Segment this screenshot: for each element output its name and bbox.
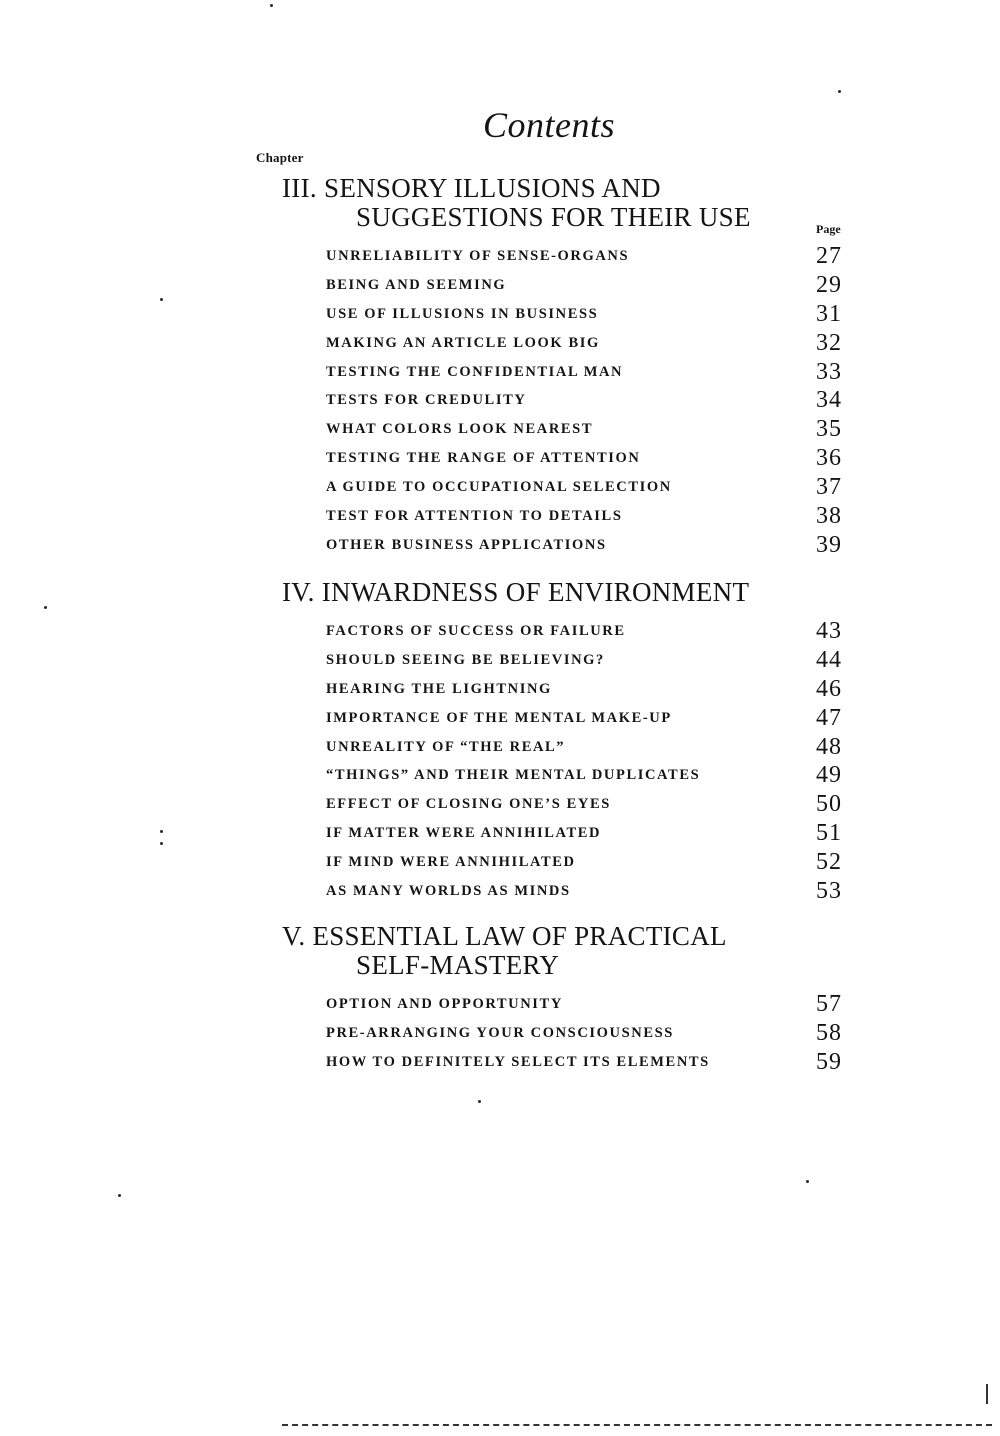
toc-entry[interactable] <box>282 243 842 277</box>
entry-title: FACTORS OF SUCCESS OR FAILURE <box>326 623 626 639</box>
entry-page-number: 46 <box>816 675 842 702</box>
print-speck <box>270 4 273 7</box>
entry-page-number: 33 <box>816 358 842 385</box>
chapter-v <box>282 922 842 1083</box>
toc-entry[interactable] <box>282 704 842 739</box>
entry-title: TESTS FOR CREDULITY <box>326 392 527 409</box>
toc-entry[interactable] <box>282 878 842 912</box>
entry-title: IMPORTANCE OF THE MENTAL MAKE-UP <box>326 709 672 726</box>
print-speck <box>160 842 163 845</box>
print-speck <box>160 830 163 833</box>
entry-title: UNREALITY OF “THE REAL” <box>326 738 566 755</box>
page-title: Contents <box>482 105 615 145</box>
entry-page-number: 35 <box>816 416 842 443</box>
chapter-title-line2: SELF-MASTERY <box>356 950 560 980</box>
entry-page-number: 31 <box>816 300 842 327</box>
entry-page-number: 38 <box>816 503 842 530</box>
toc-entry[interactable] <box>282 271 842 306</box>
entry-title: UNRELIABILITY OF SENSE-ORGANS <box>326 248 630 264</box>
entry-page-number: 32 <box>816 329 842 356</box>
toc-entry[interactable] <box>282 762 842 796</box>
entry-title: IF MIND WERE ANNIHILATED <box>326 854 576 871</box>
toc-entry[interactable] <box>282 503 842 537</box>
toc-entry[interactable] <box>282 791 842 825</box>
scan-edge-line <box>282 1424 992 1429</box>
page-column-label: Page <box>816 222 841 236</box>
entry-page-number: 51 <box>816 820 842 847</box>
entry-page-number: 50 <box>816 791 842 818</box>
chapter-heading <box>282 922 842 980</box>
toc-entry[interactable] <box>282 358 842 393</box>
entry-page-number: 47 <box>816 704 842 731</box>
print-speck <box>118 1194 121 1197</box>
entry-page-number: 34 <box>816 387 842 414</box>
entry-title: SHOULD SEEING BE BELIEVING? <box>326 651 605 668</box>
toc-entry[interactable] <box>282 474 842 508</box>
entry-title: TESTING THE RANGE OF ATTENTION <box>326 450 641 467</box>
entry-page-number: 53 <box>816 878 842 905</box>
toc-entry[interactable] <box>282 675 842 710</box>
toc-entry[interactable] <box>282 329 842 364</box>
entry-page-number: 43 <box>816 618 842 644</box>
entry-title: OTHER BUSINESS APPLICATIONS <box>326 536 607 553</box>
chapter-number: III. <box>282 173 317 203</box>
entry-page-number: 44 <box>816 646 842 673</box>
entry-title: “THINGS” AND THEIR MENTAL DUPLICATES <box>326 767 701 784</box>
scan-edge-mark <box>986 1384 988 1404</box>
toc-entry[interactable] <box>282 1048 842 1083</box>
toc-entry[interactable] <box>282 1019 842 1054</box>
toc-entry[interactable] <box>282 820 842 854</box>
chapter-column-label: Chapter <box>256 150 304 165</box>
entry-title: IF MATTER WERE ANNIHILATED <box>326 825 602 842</box>
toc-entry[interactable] <box>282 445 842 479</box>
chapter-number: V. <box>282 921 306 951</box>
entry-title: USE OF ILLUSIONS IN BUSINESS <box>326 305 599 322</box>
print-speck <box>160 298 163 301</box>
entry-title: A GUIDE TO OCCUPATIONAL SELECTION <box>326 479 672 496</box>
chapter-heading <box>282 578 842 607</box>
toc-entry[interactable] <box>282 416 842 450</box>
entry-page-number: 29 <box>816 271 842 298</box>
chapter-title-line1: INWARDNESS OF ENVIRONMENT <box>321 577 750 607</box>
entry-list <box>282 243 842 566</box>
chapter-iii <box>282 174 842 566</box>
toc-entry[interactable] <box>282 300 842 335</box>
toc-entry[interactable] <box>282 387 842 421</box>
toc-entry[interactable] <box>282 849 842 883</box>
entry-page-number: 48 <box>816 733 842 760</box>
chapter-title-line2: SUGGESTIONS FOR THEIR USE <box>356 202 751 232</box>
print-speck <box>838 90 841 93</box>
chapter-iv <box>282 578 842 912</box>
toc-entry[interactable] <box>282 733 842 768</box>
entry-page-number: 57 <box>816 991 842 1017</box>
print-speck <box>806 1180 809 1183</box>
print-speck <box>44 606 47 609</box>
chapter-heading <box>282 174 842 232</box>
toc-entry[interactable] <box>282 618 842 652</box>
chapter-number: IV. <box>282 577 315 607</box>
entry-page-number: 27 <box>816 243 842 269</box>
entry-title: EFFECT OF CLOSING ONE’S EYES <box>326 796 611 813</box>
entry-title: OPTION AND OPPORTUNITY <box>326 996 563 1012</box>
entry-title: BEING AND SEEMING <box>326 276 507 293</box>
chapter-title-line1: SENSORY ILLUSIONS AND <box>324 173 661 203</box>
entry-title: HEARING THE LIGHTNING <box>326 680 552 697</box>
entry-list <box>282 991 842 1083</box>
print-speck <box>478 1100 481 1103</box>
entry-title: WHAT COLORS LOOK NEAREST <box>326 421 594 438</box>
entry-page-number: 52 <box>816 849 842 876</box>
toc-entry[interactable] <box>282 531 842 566</box>
entry-title: AS MANY WORLDS AS MINDS <box>326 883 571 900</box>
entry-list <box>282 618 842 912</box>
entry-page-number: 39 <box>816 531 842 558</box>
entry-title: PRE-ARRANGING YOUR CONSCIOUSNESS <box>326 1024 674 1041</box>
entry-page-number: 59 <box>816 1048 842 1075</box>
entry-title: TESTING THE CONFIDENTIAL MAN <box>326 363 624 380</box>
entry-page-number: 37 <box>816 474 842 501</box>
chapter-title-line1: ESSENTIAL LAW OF PRACTICAL <box>312 921 727 951</box>
entry-page-number: 49 <box>816 762 842 789</box>
entry-title: HOW TO DEFINITELY SELECT ITS ELEMENTS <box>326 1053 710 1070</box>
entry-title: TEST FOR ATTENTION TO DETAILS <box>326 508 623 525</box>
entry-page-number: 58 <box>816 1019 842 1046</box>
entry-page-number: 36 <box>816 445 842 472</box>
toc-entry[interactable] <box>282 646 842 681</box>
entry-title: MAKING AN ARTICLE LOOK BIG <box>326 334 600 351</box>
toc-entry[interactable] <box>282 991 842 1025</box>
